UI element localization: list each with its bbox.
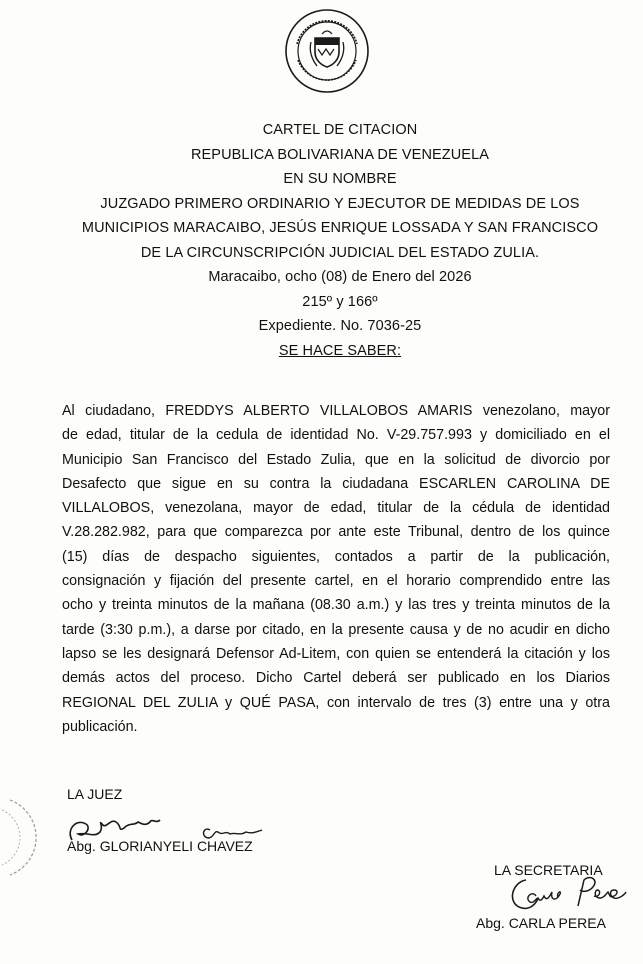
header-line: MUNICIPIOS MARACAIBO, JESÚS ENRIQUE LOSSADA Y SAN FRANCISCO bbox=[81, 220, 599, 236]
secretary-name: Abg. CARLA PEREA bbox=[476, 915, 606, 931]
header-line: Maracaibo, ocho (08) de Enero del 2026 bbox=[208, 269, 472, 285]
secretary-signature bbox=[500, 866, 640, 916]
body-line: publicación. bbox=[62, 718, 138, 735]
body-line: tarde (3:30 p.m.), a darse por citado, en la presente causa y de no acudir en dicho bbox=[62, 621, 610, 638]
secretary-title: LA SECRETARIA bbox=[494, 862, 603, 878]
notice-heading: SE HACE SABER: bbox=[278, 342, 402, 359]
body-line: consignación y fijación del presente cartel, en el horario comprendido entre las bbox=[62, 573, 610, 590]
body-line: lapso se les designará Defensor Ad-Litem, con quien se entenderá la citación y los bbox=[62, 645, 610, 662]
header-line: Expediente. No. 7036-25 bbox=[258, 318, 422, 334]
body-line: REGIONAL DEL ZULIA y QUÉ PASA, con intervalo de tres (3) entre una y otra bbox=[62, 694, 610, 711]
body-line: ocho y treinta minutos de la mañana (08.30 a.m.) y las tres y treinta minutos de la bbox=[62, 597, 610, 614]
judge-name: Abg. GLORIANYELI CHAVEZ bbox=[67, 838, 253, 854]
header-line: CARTEL DE CITACION bbox=[262, 122, 418, 138]
body-line: (15) días de despacho siguientes, contados a partir de la publicación, bbox=[62, 548, 610, 565]
citation-body bbox=[62, 399, 610, 739]
body-line: Municipio San Francisco del Estado Zulia, que en la solicitud de divorcio por bbox=[62, 451, 610, 468]
body-line: Desafecto que sigue en su contra la ciudadana ESCARLEN CAROLINA DE bbox=[62, 475, 610, 492]
header-line: EN SU NOMBRE bbox=[283, 171, 397, 187]
body-line: VILLALOBOS, venezolana, mayor de edad, titular de la cédula de identidad bbox=[62, 500, 610, 517]
header-line: 215º y 166º bbox=[302, 293, 378, 310]
court-seal-icon bbox=[284, 8, 370, 94]
header-line: JUZGADO PRIMERO ORDINARIO Y EJECUTOR DE MEDIDAS DE LOS bbox=[100, 195, 580, 212]
body-line: demás actos del proceso. Dicho Cartel deberá ser publicado en los Diarios bbox=[62, 670, 610, 687]
document-header bbox=[40, 118, 640, 363]
header-line: REPUBLICA BOLIVARIANA DE VENEZUELA bbox=[190, 146, 490, 163]
judge-title: LA JUEZ bbox=[67, 786, 123, 802]
body-line: de edad, titular de la cedula de identidad No. V-29.757.993 y domiciliado en el bbox=[62, 427, 610, 444]
header-line: DE LA CIRCUNSCRIPCIÓN JUDICIAL DEL ESTADO ZULIA. bbox=[140, 244, 540, 261]
body-line: V.28.282.982, para que comparezca por ante este Tribunal, dentro de los quince bbox=[62, 524, 610, 541]
body-line: Al ciudadano, FREDDYS ALBERTO VILLALOBOS AMARIS venezolano, mayor bbox=[62, 403, 610, 419]
